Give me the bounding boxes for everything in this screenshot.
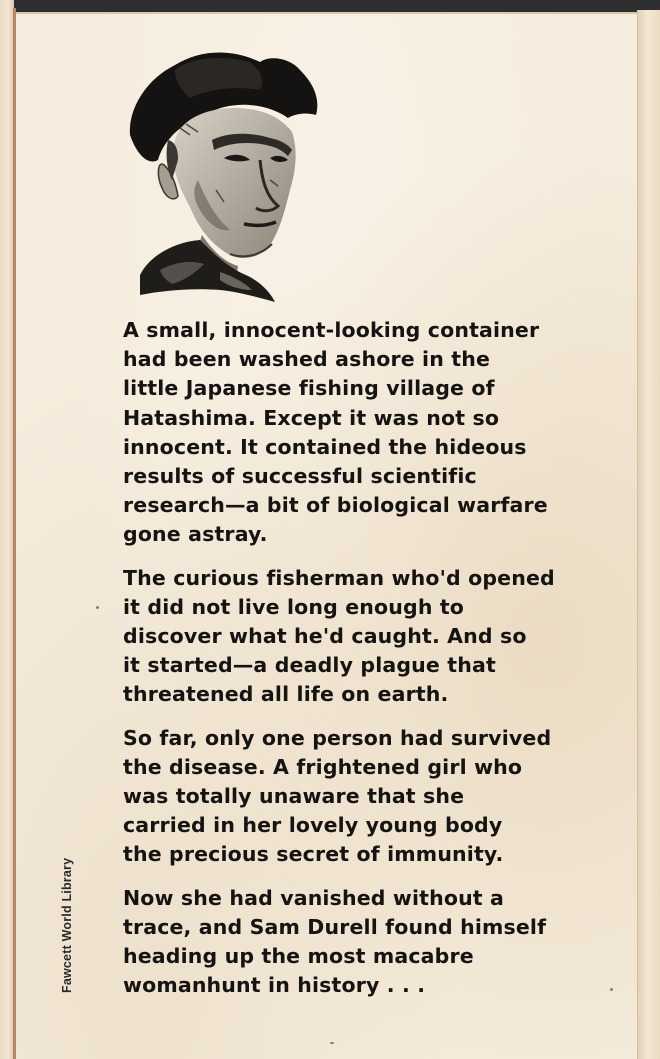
book-left-edge <box>0 0 14 1059</box>
blurb-line: the precious secret of immunity. <box>123 842 504 867</box>
blurb-line: heading up the most macabre <box>123 944 474 969</box>
blurb-line: gone astray. <box>123 522 268 547</box>
blurb-paragraph <box>123 316 563 550</box>
blurb-line: So far, only one person had survived <box>123 725 552 750</box>
blurb-line: research—a bit of biological warfare <box>123 493 548 518</box>
blurb-line: it started—a deadly plague that <box>123 653 496 678</box>
blurb-line: Hatashima. Except it was not so <box>123 405 500 430</box>
blurb-line: the disease. A frightened girl who <box>123 754 523 779</box>
blurb-line: A small, innocent-looking container <box>123 318 540 342</box>
cover-blurb <box>123 316 563 1014</box>
blurb-line: carried in her lovely young body <box>123 813 503 838</box>
blurb-line: threatened all life on earth. <box>123 682 449 707</box>
blurb-paragraph <box>123 884 563 1001</box>
blurb-line: discover what he'd caught. And so <box>123 624 527 649</box>
blurb-paragraph <box>123 564 563 710</box>
paper-speck <box>96 606 99 609</box>
blurb-line: little Japanese fishing village of <box>123 376 495 401</box>
blurb-line: The curious fisherman who'd opened <box>123 565 555 590</box>
book-right-edge <box>637 10 660 1059</box>
paper-speck <box>330 1042 334 1044</box>
blurb-line: innocent. It contained the hideous <box>123 434 527 459</box>
blurb-line: it did not live long enough to <box>123 594 465 619</box>
blurb-line: had been washed ashore in the <box>123 347 491 372</box>
publisher-imprint: Fawcett World Library <box>60 857 74 993</box>
blurb-line: womanhunt in history . . . <box>123 973 426 998</box>
portrait-sketch-icon <box>120 40 330 305</box>
blurb-line: trace, and Sam Durell found himself <box>123 914 547 939</box>
paper-speck <box>610 988 613 991</box>
blurb-line: Now she had vanished without a <box>123 885 505 910</box>
blurb-paragraph <box>123 724 563 870</box>
blurb-line: was totally unaware that she <box>123 784 465 809</box>
blurb-line: results of successful scientific <box>123 464 477 489</box>
